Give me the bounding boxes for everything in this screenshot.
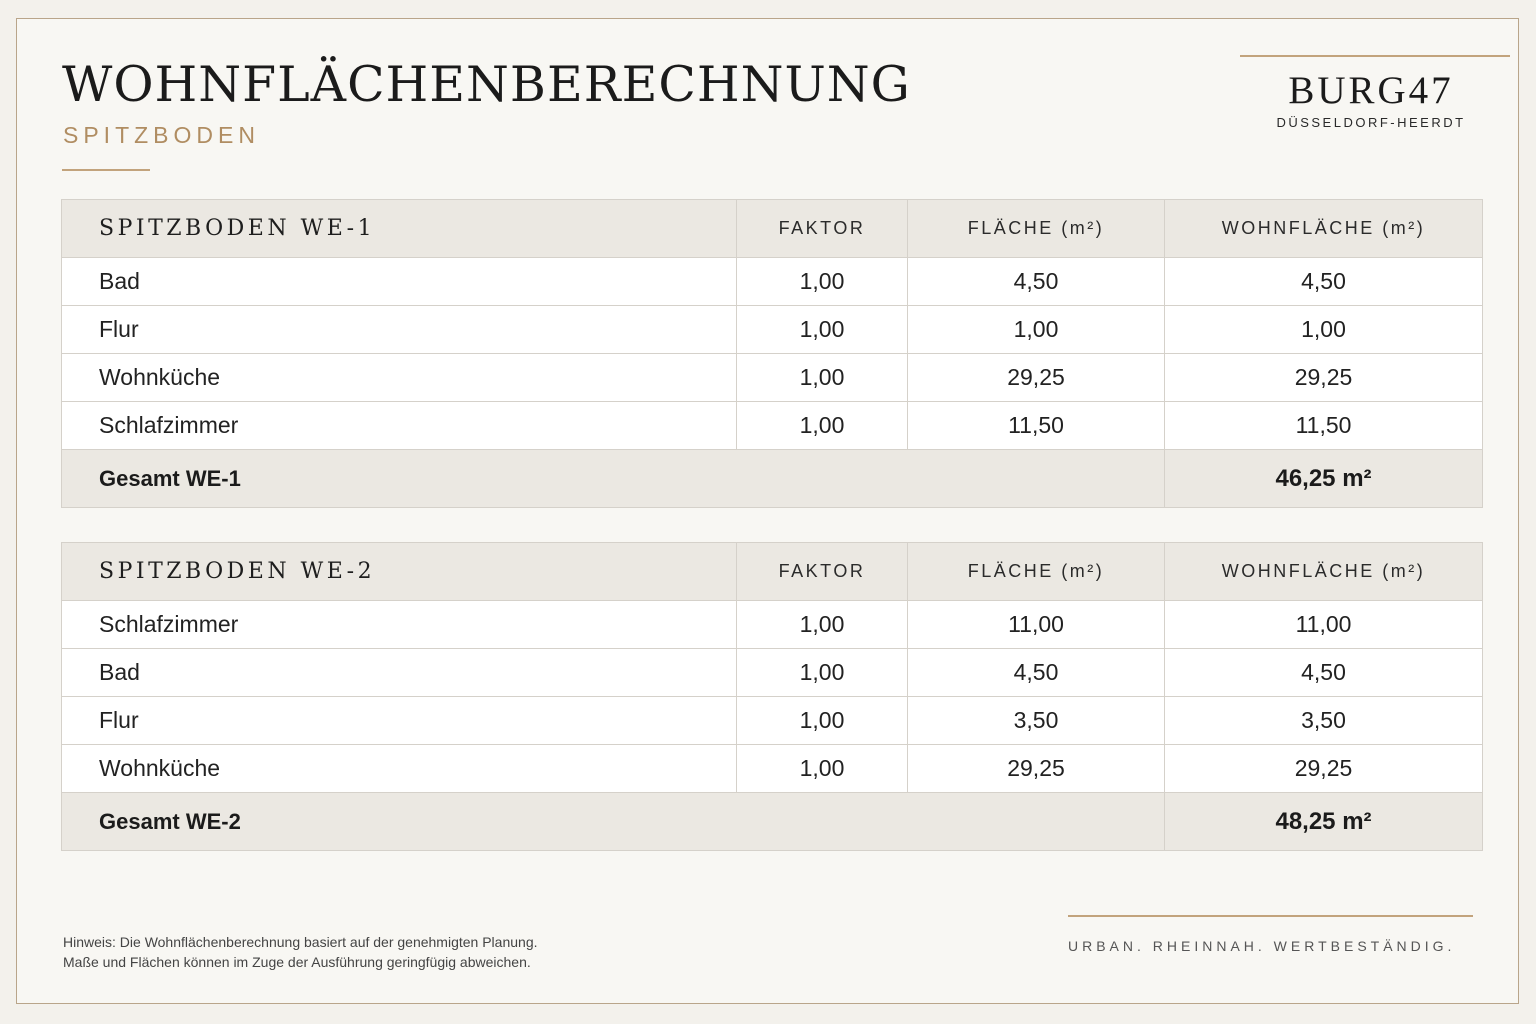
total-row [62, 793, 1483, 851]
room-factor: 1,00 [737, 649, 908, 697]
room-area: 29,25 [908, 354, 1165, 402]
room-area: 29,25 [908, 745, 1165, 793]
column-header-living-area: WOHNFLÄCHE (m²) [1165, 543, 1483, 601]
room-area: 11,00 [908, 601, 1165, 649]
room-living-area: 29,25 [1165, 745, 1483, 793]
table-row [62, 649, 1483, 697]
table-header-row [62, 200, 1483, 258]
table-row [62, 306, 1483, 354]
column-header-factor: FAKTOR [737, 200, 908, 258]
title-divider [62, 169, 150, 171]
room-living-area: 29,25 [1165, 354, 1483, 402]
table-row [62, 402, 1483, 450]
tagline-divider [1068, 915, 1473, 917]
room-living-area: 3,50 [1165, 697, 1483, 745]
table-row [62, 258, 1483, 306]
room-living-area: 4,50 [1165, 649, 1483, 697]
room-area: 1,00 [908, 306, 1165, 354]
area-table-we2 [61, 542, 1483, 851]
room-name: Flur [62, 306, 737, 354]
table-header-row [62, 543, 1483, 601]
room-living-area: 1,00 [1165, 306, 1483, 354]
column-header-factor: FAKTOR [737, 543, 908, 601]
section-title: SPITZBODEN WE-1 [62, 200, 737, 258]
page-title: WOHNFLÄCHENBERECHNUNG [62, 56, 911, 113]
section-title: SPITZBODEN WE-2 [62, 543, 737, 601]
table-row [62, 745, 1483, 793]
footnote [63, 932, 538, 972]
room-name: Bad [62, 649, 737, 697]
brand-logo: BURG47 [1288, 69, 1454, 112]
area-table-we1 [61, 199, 1483, 508]
table-row [62, 697, 1483, 745]
column-header-area: FLÄCHE (m²) [908, 543, 1165, 601]
room-area: 4,50 [908, 258, 1165, 306]
page-frame [16, 18, 1519, 1004]
footnote-line: Hinweis: Die Wohnflächenberechnung basiert auf der genehmigten Planung. [63, 934, 538, 950]
page-subtitle: SPITZBODEN [63, 122, 260, 148]
total-row [62, 450, 1483, 508]
tagline: URBAN. RHEINNAH. WERTBESTÄNDIG. [1068, 938, 1456, 954]
room-factor: 1,00 [737, 697, 908, 745]
brand-divider [1240, 55, 1510, 57]
room-factor: 1,00 [737, 601, 908, 649]
total-value: 46,25 m² [1165, 450, 1483, 508]
room-name: Schlafzimmer [62, 402, 737, 450]
room-factor: 1,00 [737, 306, 908, 354]
table-row [62, 354, 1483, 402]
room-living-area: 4,50 [1165, 258, 1483, 306]
room-area: 3,50 [908, 697, 1165, 745]
total-value: 48,25 m² [1165, 793, 1483, 851]
room-factor: 1,00 [737, 402, 908, 450]
total-label: Gesamt WE-1 [62, 450, 1165, 508]
room-area: 11,50 [908, 402, 1165, 450]
column-header-living-area: WOHNFLÄCHE (m²) [1165, 200, 1483, 258]
room-name: Schlafzimmer [62, 601, 737, 649]
room-name: Flur [62, 697, 737, 745]
room-area: 4,50 [908, 649, 1165, 697]
room-factor: 1,00 [737, 354, 908, 402]
room-living-area: 11,00 [1165, 601, 1483, 649]
room-name: Wohnküche [62, 745, 737, 793]
room-living-area: 11,50 [1165, 402, 1483, 450]
room-factor: 1,00 [737, 745, 908, 793]
room-name: Wohnküche [62, 354, 737, 402]
footnote-line: Maße und Flächen können im Zuge der Ausführung geringfügig abweichen. [63, 954, 531, 970]
column-header-area: FLÄCHE (m²) [908, 200, 1165, 258]
room-name: Bad [62, 258, 737, 306]
brand-location: DÜSSELDORF-HEERDT [1276, 115, 1466, 130]
total-label: Gesamt WE-2 [62, 793, 1165, 851]
room-factor: 1,00 [737, 258, 908, 306]
table-row [62, 601, 1483, 649]
